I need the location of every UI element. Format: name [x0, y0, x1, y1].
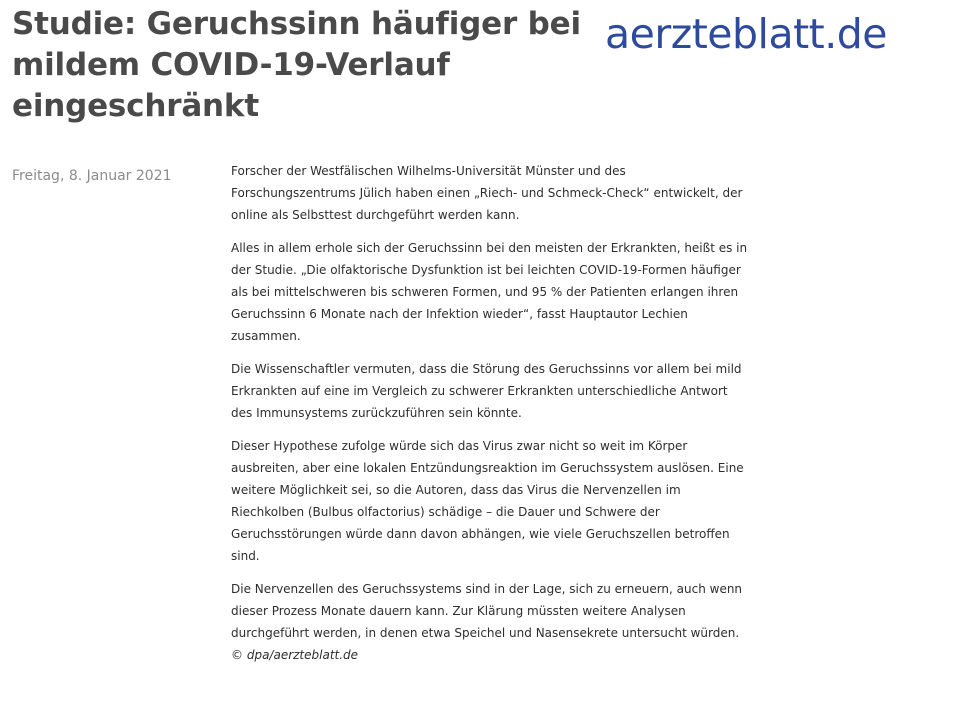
article-paragraph: Forscher der Westfälischen Wilhelms-Universität Münster und des Forschungszentrums Jülich haben einen „Riech- und Schmeck-Check“ entwickelt, der online als Selbsttest durchgeführt werden kann. [231, 164, 743, 222]
article-paragraph-last [231, 578, 751, 666]
article-headline: Studie: Geruchssinn häufiger bei mildem COVID-19-Verlauf eingeschränkt [12, 6, 581, 124]
last-paragraph-text: Die Nervenzellen des Geruchssystems sind in der Lage, sich zu erneuern, auch wenn dieser Prozess Monate dauern kann. Zur Klärung müssten weitere Analysen durchgeführt werden, in denen etwa Speichel und Nasensekrete untersucht würden. © [231, 582, 743, 662]
article-paragraph: Dieser Hypothese zufolge würde sich das Virus zwar nicht so weit im Körper ausbreiten, aber eine lokalen Entzündungsreaktion im Geruchssystem auslösen. Eine weitere Möglichkeit sei, so die Autoren, dass das Virus die Nervenzellen im Riechkolben (Bulbus olfactorius) schädige – die Dauer und Schwere der Geruchsstörungen würde dann davon abhängen, wie viele Geruchszellen betroffen sind. [231, 439, 744, 563]
article-credit: dpa/aerzteblatt.de [246, 648, 359, 662]
article-paragraph: Die Wissenschaftler vermuten, dass die Störung des Geruchssinns vor allem bei mild Erkrankten auf eine im Vergleich zu schwerer Erkrankten unterschiedliche Antwort des Immunsystems zurückzuführen sein könnte. [231, 362, 742, 420]
article-paragraph: Alles in allem erhole sich der Geruchssinn bei den meisten der Erkrankten, heißt es in der Studie. „Die olfaktorische Dysfunktion ist bei leichten COVID-19-Formen häufiger als bei mittelschweren bis schweren Formen, und 95 % der Patienten erlangen ihren Geruchssinn 6 Monate nach der Infektion wieder“, fasst Hauptautor Lechien zusammen. [231, 241, 748, 343]
article-body [231, 160, 751, 677]
publication-date: Freitag, 8. Januar 2021 [12, 168, 172, 184]
aerzteblatt-logo[interactable]: aerzteblatt.de [605, 10, 888, 58]
